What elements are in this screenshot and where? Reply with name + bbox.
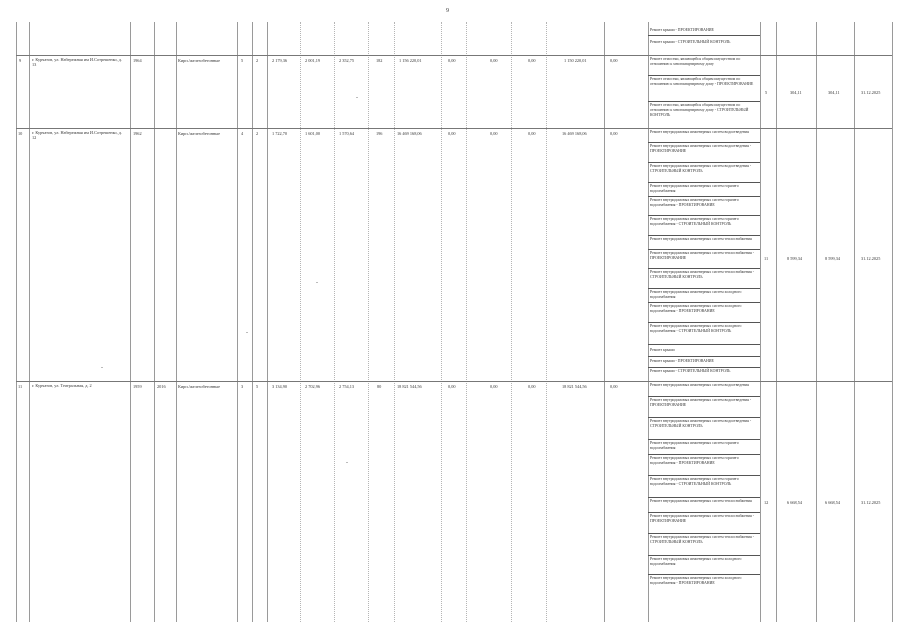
work-item: Ремонт внутридомовых инженерных систем горячего водоснабжения - ПРОЕКТИРОВАНИЕ bbox=[650, 456, 739, 465]
col-line bbox=[441, 22, 442, 622]
area-living: 2 702,96 bbox=[305, 384, 321, 389]
address: г. Курчатов, ул. Театральная, д. 2 bbox=[32, 383, 92, 388]
area-total: 1 722,70 bbox=[272, 131, 288, 136]
work-item: Ремонт отмостки, являющейся общим имуществом по отношению к многоквартирному дому - ПРОЕКТИРОВАНИЕ bbox=[650, 77, 754, 86]
work-item: Ремонт внутридомовых инженерных систем водоотведения - ПРОЕКТИРОВАНИЕ bbox=[650, 144, 752, 153]
cost-total: 1 156 220,01 bbox=[399, 58, 422, 63]
unit-rate: 5 bbox=[765, 90, 768, 95]
work-item: Ремонт внутридомовых инженерных систем горячего водоснабжения bbox=[650, 184, 739, 193]
year-built: 1964 bbox=[133, 58, 142, 63]
work-separator bbox=[648, 344, 760, 345]
cost-per-m2: 304,11 bbox=[790, 90, 802, 95]
work-item: Ремонт внутридомовых инженерных систем горячего водоснабжения - ПРОЕКТИРОВАНИЕ bbox=[650, 198, 739, 207]
work-item: Ремонт внутридомовых инженерных систем холодного водоснабжения - ПРОЕКТИРОВАНИЕ bbox=[650, 304, 742, 313]
work-separator bbox=[648, 475, 760, 476]
residents-count: 80 bbox=[377, 384, 382, 389]
year-built: 1962 bbox=[133, 131, 142, 136]
cost-regional: 0,00 bbox=[490, 131, 498, 136]
work-item: Ремонт внутридомовых инженерных систем горячего водоснабжения bbox=[650, 441, 739, 450]
deadline: 31.12.2025 bbox=[861, 500, 881, 505]
col-line bbox=[854, 22, 855, 622]
row-number: 9 bbox=[19, 58, 22, 63]
work-item: Ремонт внутридомовых инженерных систем водоотведения - ПРОЕКТИРОВАНИЕ bbox=[650, 398, 752, 407]
work-item: Ремонт крыши - СТРОИТЕЛЬНЫЙ КОНТРОЛЬ bbox=[650, 40, 731, 44]
row-number: 10 bbox=[18, 131, 23, 136]
col-line bbox=[511, 22, 512, 622]
cost-total: 16 469 168,06 bbox=[397, 131, 422, 136]
work-item: Ремонт крыши - ПРОЕКТИРОВАНИЕ bbox=[650, 28, 714, 32]
col-line bbox=[368, 22, 369, 622]
work-separator bbox=[648, 196, 760, 197]
wall-material: Кирп./железобетонные bbox=[178, 384, 221, 389]
work-item: Ремонт отмостки, являющейся общим имуществом по отношению к многоквартирному дому bbox=[650, 57, 741, 66]
cost-local: 0,00 bbox=[528, 384, 536, 389]
scan-speck bbox=[316, 282, 318, 283]
wall-material: Кирп./железобетонные bbox=[178, 131, 221, 136]
limit-cost: 6 668,54 bbox=[825, 500, 841, 505]
col-line bbox=[267, 22, 268, 622]
work-separator bbox=[648, 182, 760, 183]
work-item: Ремонт внутридомовых инженерных систем теплоснабжения - ПРОЕКТИРОВАНИЕ bbox=[650, 251, 755, 260]
work-item: Ремонт внутридомовых инженерных систем теплоснабжения bbox=[650, 237, 752, 241]
work-item: Ремонт внутридомовых инженерных систем холодного водоснабжения bbox=[650, 290, 742, 299]
cost-federal: 0,00 bbox=[448, 384, 456, 389]
floors: 3 bbox=[241, 384, 244, 389]
work-separator bbox=[648, 356, 760, 357]
residents-count: 196 bbox=[376, 131, 383, 136]
cost-other: 0,00 bbox=[610, 384, 618, 389]
col-line bbox=[892, 22, 893, 622]
scan-speck bbox=[101, 367, 103, 368]
area-residents: 2 352,75 bbox=[339, 58, 355, 63]
work-item: Ремонт внутридомовых инженерных систем горячего водоснабжения - СТРОИТЕЛЬНЫЙ КОНТРОЛЬ bbox=[650, 477, 739, 486]
work-separator bbox=[648, 288, 760, 289]
year-built: 1959 bbox=[133, 384, 142, 389]
register-table bbox=[16, 22, 892, 622]
col-line bbox=[604, 22, 605, 622]
col-line bbox=[237, 22, 238, 622]
limit-cost: 304,11 bbox=[828, 90, 840, 95]
cost-regional: 0,00 bbox=[490, 58, 498, 63]
residents-count: 182 bbox=[376, 58, 383, 63]
scan-speck bbox=[356, 97, 358, 98]
work-separator bbox=[648, 35, 760, 36]
work-item: Ремонт внутридомовых инженерных систем теплоснабжения bbox=[650, 499, 752, 503]
work-separator bbox=[648, 454, 760, 455]
row-line bbox=[16, 381, 892, 382]
unit-rate: 11 bbox=[764, 256, 769, 261]
col-line bbox=[176, 22, 177, 622]
col-line bbox=[334, 22, 335, 622]
deadline: 31.12.2025 bbox=[861, 256, 881, 261]
work-item: Ремонт внутридомовых инженерных систем теплоснабжения - ПРОЕКТИРОВАНИЕ bbox=[650, 514, 755, 523]
cost-owners: 18 821 544,56 bbox=[562, 384, 587, 389]
work-item: Ремонт внутридомовых инженерных систем водоотведения - СТРОИТЕЛЬНЫЙ КОНТРОЛЬ bbox=[650, 164, 752, 173]
area-residents: 1 570,64 bbox=[339, 131, 355, 136]
cost-federal: 0,00 bbox=[448, 131, 456, 136]
work-separator bbox=[648, 574, 760, 575]
col-line bbox=[130, 22, 131, 622]
work-separator bbox=[648, 417, 760, 418]
col-line bbox=[466, 22, 467, 622]
row-number: 11 bbox=[18, 384, 23, 389]
work-item: Ремонт внутридомовых инженерных систем теплоснабжения - СТРОИТЕЛЬНЫЙ КОНТРОЛЬ bbox=[650, 270, 755, 279]
work-separator bbox=[648, 322, 760, 323]
col-line bbox=[546, 22, 547, 622]
year-renovated: 2016 bbox=[157, 384, 166, 389]
work-separator bbox=[648, 302, 760, 303]
work-item: Ремонт внутридомовых инженерных систем водоотведения bbox=[650, 383, 749, 387]
limit-cost: 8 599,34 bbox=[825, 256, 841, 261]
floors: 4 bbox=[241, 131, 244, 136]
cost-owners: 16 469 168,06 bbox=[562, 131, 587, 136]
area-total: 3 134,90 bbox=[272, 384, 288, 389]
work-separator bbox=[648, 101, 760, 102]
work-item: Ремонт отмостки, являющейся общим имуществом по отношению к многоквартирному дому - СТРОИТЕЛЬНЫЙ КОНТРОЛЬ bbox=[650, 103, 749, 117]
work-separator bbox=[648, 75, 760, 76]
cost-other: 0,00 bbox=[610, 131, 618, 136]
col-line bbox=[29, 22, 30, 622]
area-living: 2 001,19 bbox=[305, 58, 321, 63]
scan-speck bbox=[346, 462, 348, 463]
cost-per-m2: 6 668,54 bbox=[787, 500, 803, 505]
work-separator bbox=[648, 235, 760, 236]
work-separator bbox=[648, 439, 760, 440]
area-living: 1 601,00 bbox=[305, 131, 321, 136]
cost-per-m2: 8 599,34 bbox=[787, 256, 803, 261]
entrances: 2 bbox=[256, 58, 259, 63]
col-line bbox=[252, 22, 253, 622]
cost-total: 18 821 544,56 bbox=[397, 384, 422, 389]
work-separator bbox=[648, 512, 760, 513]
wall-material: Кирп./железобетонные bbox=[178, 58, 221, 63]
work-separator bbox=[648, 367, 760, 368]
cost-local: 0,00 bbox=[528, 58, 536, 63]
deadline: 31.12.2025 bbox=[861, 90, 881, 95]
work-separator bbox=[648, 497, 760, 498]
work-item: Ремонт внутридомовых инженерных систем холодного водоснабжения bbox=[650, 557, 742, 566]
scan-speck bbox=[246, 332, 248, 333]
work-item: Ремонт внутридомовых инженерных систем водоотведения - СТРОИТЕЛЬНЫЙ КОНТРОЛЬ bbox=[650, 419, 752, 428]
cost-local: 0,00 bbox=[528, 131, 536, 136]
col-line bbox=[394, 22, 395, 622]
floors: 5 bbox=[241, 58, 244, 63]
cost-owners: 1 150 220,01 bbox=[564, 58, 587, 63]
col-line bbox=[816, 22, 817, 622]
col-line bbox=[776, 22, 777, 622]
entrances: 5 bbox=[256, 384, 259, 389]
work-item: Ремонт крыши - СТРОИТЕЛЬНЫЙ КОНТРОЛЬ bbox=[650, 369, 731, 373]
work-separator bbox=[648, 268, 760, 269]
col-line bbox=[760, 22, 761, 622]
work-separator bbox=[648, 142, 760, 143]
cost-regional: 0,00 bbox=[490, 384, 498, 389]
work-item: Ремонт внутридомовых инженерных систем водоотведения bbox=[650, 130, 749, 134]
work-item: Ремонт крыши bbox=[650, 348, 675, 352]
work-separator bbox=[648, 249, 760, 250]
entrances: 2 bbox=[256, 131, 259, 136]
cost-other: 0,00 bbox=[610, 58, 618, 63]
work-separator bbox=[648, 215, 760, 216]
work-separator bbox=[648, 396, 760, 397]
page-number: 9 bbox=[446, 8, 449, 14]
row-line bbox=[16, 55, 892, 56]
work-separator bbox=[648, 533, 760, 534]
work-separator bbox=[648, 555, 760, 556]
row-line bbox=[16, 128, 892, 129]
work-item: Ремонт внутридомовых инженерных систем холодного водоснабжения - ПРОЕКТИРОВАНИЕ bbox=[650, 576, 742, 585]
cost-federal: 0,00 bbox=[448, 58, 456, 63]
col-line bbox=[16, 22, 17, 622]
work-item: Ремонт внутридомовых инженерных систем теплоснабжения - СТРОИТЕЛЬНЫЙ КОНТРОЛЬ bbox=[650, 535, 755, 544]
address: г. Курчатов, ул. Набережная им И.Сотрешенко, д. 12 bbox=[32, 130, 122, 141]
col-line bbox=[154, 22, 155, 622]
work-item: Ремонт внутридомовых инженерных систем горячего водоснабжения - СТРОИТЕЛЬНЫЙ КОНТРОЛЬ bbox=[650, 217, 739, 226]
col-line bbox=[300, 22, 301, 622]
work-item: Ремонт внутридомовых инженерных систем холодного водоснабжения - СТРОИТЕЛЬНЫЙ КОНТРОЛЬ bbox=[650, 324, 742, 333]
area-residents: 2 754,13 bbox=[339, 384, 355, 389]
address: г. Курчатов, ул. Набережная им И.Сотрешенко, д. 13 bbox=[32, 57, 122, 68]
unit-rate: 12 bbox=[764, 500, 769, 505]
work-item: Ремонт крыши - ПРОЕКТИРОВАНИЕ bbox=[650, 359, 714, 363]
work-separator bbox=[648, 162, 760, 163]
area-total: 2 179,36 bbox=[272, 58, 288, 63]
